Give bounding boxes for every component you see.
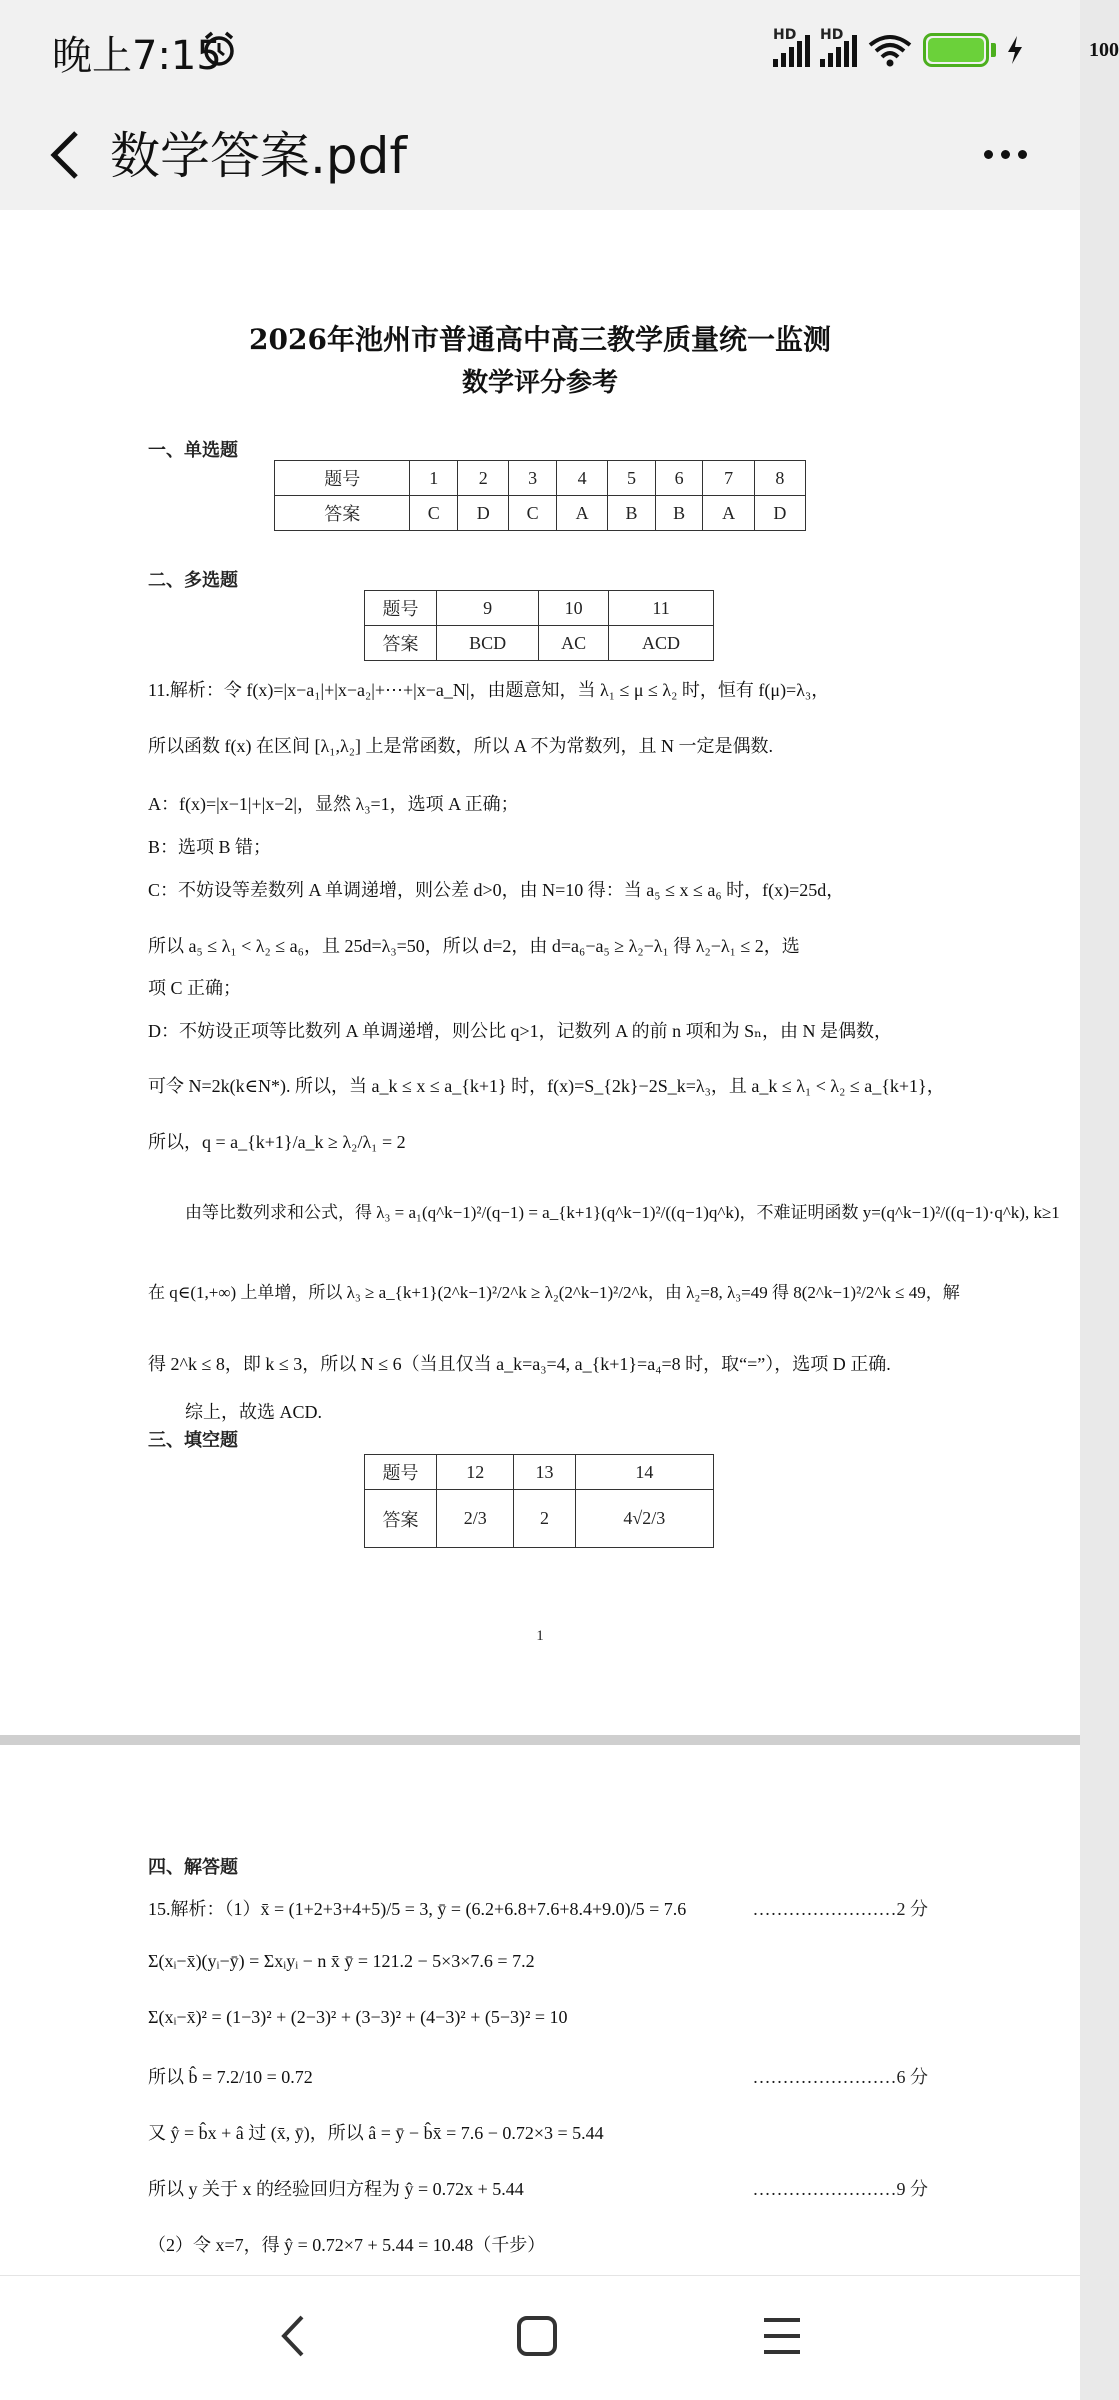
table-cell: 7	[703, 461, 754, 496]
table-cell: 5	[608, 461, 656, 496]
nav-menu-button[interactable]	[747, 2306, 817, 2366]
section-heading: 三、填空题	[148, 1430, 238, 1451]
signal-hd-label: HD	[773, 27, 797, 43]
solution-line: Σ(xᵢ−x̄)(yᵢ−ȳ) = Σxᵢyᵢ − n x̄ ȳ = 121.2 − 5×3×7.6 = 7.2	[148, 1951, 535, 1971]
table-cell: BCD	[437, 626, 539, 661]
status-time: 晚上7:15	[52, 33, 222, 79]
nav-home-button[interactable]	[502, 2306, 572, 2366]
solution-line: C：不妨设等差数列 A 单调递增，则公差 d>0，由 N=10 得：当 a₅ ≤ x ≤ a₆ 时，f(x)=25d，	[148, 880, 845, 900]
table-cell: 4	[556, 461, 607, 496]
table-cell: 11	[609, 591, 714, 626]
status-icons	[773, 27, 1119, 72]
solution-line: 15.解析：（1）x̄ = (1+2+3+4+5)/5 = 3, ȳ = (6.2+6.8+7.6+8.4+9.0)/5 = 7.6	[148, 1899, 687, 1919]
table-cell: 2	[514, 1490, 575, 1548]
table-cell: D	[458, 496, 509, 531]
solution-line: 所以 b̂ = 7.2/10 = 0.72	[148, 2067, 313, 2087]
solution-line: D：不妨设正项等比数列 A 单调递增，则公比 q>1，记数列 A 的前 n 项和为 Sₙ，由 N 是偶数，	[148, 1021, 892, 1041]
dot-icon	[1001, 150, 1010, 159]
signal-hd-label: HD	[820, 27, 844, 43]
table-cell: 2	[458, 461, 509, 496]
status-bar	[0, 0, 1119, 100]
dot-icon	[984, 150, 993, 159]
table-header-cell: 题号	[365, 1455, 437, 1490]
page-divider	[0, 1735, 1080, 1745]
solution-line: 得 2^k ≤ 8，即 k ≤ 3，所以 N ≤ 6（当且仅当 a_k=a₃=4, a_{k+1}=a₄=8 时，取“=”），选项 D 正确.	[148, 1354, 891, 1374]
score-marker: ……………………6 分	[752, 2067, 928, 2087]
doc-subtitle: 数学评分参考	[461, 368, 618, 398]
table-cell: C	[410, 496, 458, 531]
table-cell: D	[754, 496, 805, 531]
dot-icon	[1018, 150, 1027, 159]
table-cell: 13	[514, 1455, 575, 1490]
back-button[interactable]	[30, 120, 100, 190]
table-cell: A	[556, 496, 607, 531]
solution-line: （2）令 x=7，得 ŷ = 0.72×7 + 5.44 = 10.48（千步）	[148, 2235, 546, 2255]
table-cell: C	[509, 496, 557, 531]
signal-icon	[773, 27, 810, 67]
file-title: 数学答案.pdf	[110, 127, 407, 185]
charging-icon	[1006, 35, 1024, 65]
table-cell: 9	[437, 591, 539, 626]
table-cell: A	[703, 496, 754, 531]
section-heading: 二、多选题	[148, 570, 238, 591]
solution-line: 又 ŷ = b̂x + â 过 (x̄, ȳ)，所以 â = ȳ − b̂x̄ = 7.6 − 0.72×3 = 5.44	[148, 2123, 604, 2143]
score-marker: ……………………9 分	[752, 2179, 928, 2199]
solution-line: 综上，故选 ACD.	[185, 1402, 323, 1422]
solution-line: 可令 N=2k(k∈N*). 所以，当 a_k ≤ x ≤ a_{k+1} 时，f(x)=S_{2k}−2S_k=λ₃，且 a_k ≤ λ₁ < λ₂ ≤ a_{k+1}，	[148, 1076, 945, 1096]
app-bar	[0, 100, 1080, 210]
nav-back-button[interactable]	[258, 2306, 328, 2366]
table-cell: 2/3	[437, 1490, 514, 1548]
chevron-left-icon	[48, 130, 82, 180]
solution-line: A：f(x)=|x−1|+|x−2|，显然 λ₃=1，选项 A 正确；	[148, 794, 519, 814]
table-cell: 3	[509, 461, 557, 496]
score-marker: ……………………2 分	[752, 1899, 928, 1919]
signal-icon	[820, 27, 857, 67]
solution-line: 所以，q = a_{k+1}/a_k ≥ λ₂/λ₁ = 2	[148, 1132, 406, 1152]
solution-line: 所以 a₅ ≤ λ₁ < λ₂ ≤ a₆，且 25d=λ₃=50，所以 d=2，由 d=a₆−a₅ ≥ λ₂−λ₁ 得 λ₂−λ₁ ≤ 2，选	[148, 936, 800, 956]
table-cell: B	[655, 496, 703, 531]
page-number: 1	[536, 1628, 544, 1644]
table-cell: 6	[655, 461, 703, 496]
wifi-icon	[867, 33, 913, 67]
table-cell: 8	[754, 461, 805, 496]
multi-choice-table	[364, 590, 714, 661]
section-heading: 一、单选题	[148, 440, 238, 461]
nav-home-icon	[515, 2314, 559, 2358]
pdf-page-2[interactable]	[0, 1745, 1080, 2275]
system-nav-bar	[0, 2275, 1080, 2400]
single-choice-table	[274, 460, 806, 531]
nav-back-icon	[278, 2314, 308, 2358]
solution-line: B：选项 B 错；	[148, 837, 272, 857]
alarm-icon	[200, 30, 238, 68]
battery-level: 100	[1089, 38, 1119, 61]
nav-menu-icon	[760, 2316, 804, 2356]
solution-line: 所以 y 关于 x 的经验回归方程为 ŷ = 0.72x + 5.44	[148, 2179, 524, 2199]
battery-icon	[923, 33, 1119, 67]
table-header-cell: 答案	[365, 626, 437, 661]
table-cell: ACD	[609, 626, 714, 661]
solution-line: 项 C 正确；	[148, 978, 242, 998]
solution-line: Σ(xᵢ−x̄)² = (1−3)² + (2−3)² + (3−3)² + (4−3)² + (5−3)² = 10	[148, 2007, 568, 2027]
table-header-cell: 答案	[275, 496, 410, 531]
table-cell: 14	[575, 1455, 713, 1490]
pdf-page-1[interactable]	[0, 210, 1080, 1735]
table-cell: 12	[437, 1455, 514, 1490]
solution-line: 11.解析：令 f(x)=|x−a₁|+|x−a₂|+⋯+|x−a_N|，由题意知，当 λ₁ ≤ μ ≤ λ₂ 时，恒有 f(μ)=λ₃，	[148, 680, 830, 700]
section-heading: 四、解答题	[148, 1857, 238, 1878]
more-options-button[interactable]	[970, 124, 1040, 184]
solution-line: 由等比数列求和公式，得 λ₃ = a₁(q^k−1)²/(q−1) = a_{k+1}(q^k−1)²/((q−1)q^k)，不难证明函数 y=(q^k−1)²/((q−1)·q^k), k≥1	[185, 1203, 1060, 1222]
table-cell: AC	[539, 626, 609, 661]
table-cell: 1	[410, 461, 458, 496]
table-cell: 4√2/3	[575, 1490, 713, 1548]
table-header-cell: 答案	[365, 1490, 437, 1548]
table-cell: B	[608, 496, 656, 531]
solution-line: 所以函数 f(x) 在区间 [λ₁,λ₂] 上是常函数，所以 A 不为常数列，且 N 一定是偶数.	[148, 736, 773, 756]
fill-blank-table	[364, 1454, 714, 1548]
doc-title: 2026年池州市普通高中高三教学质量统一监测	[249, 323, 831, 356]
table-cell: 10	[539, 591, 609, 626]
table-header-cell: 题号	[365, 591, 437, 626]
table-header-cell: 题号	[275, 461, 410, 496]
solution-line: 在 q∈(1,+∞) 上单增，所以 λ₃ ≥ a_{k+1}(2^k−1)²/2^k ≥ λ₂(2^k−1)²/2^k，由 λ₂=8, λ₃=49 得 8(2^k−1)²/2^k ≤ 49，解	[148, 1283, 960, 1302]
